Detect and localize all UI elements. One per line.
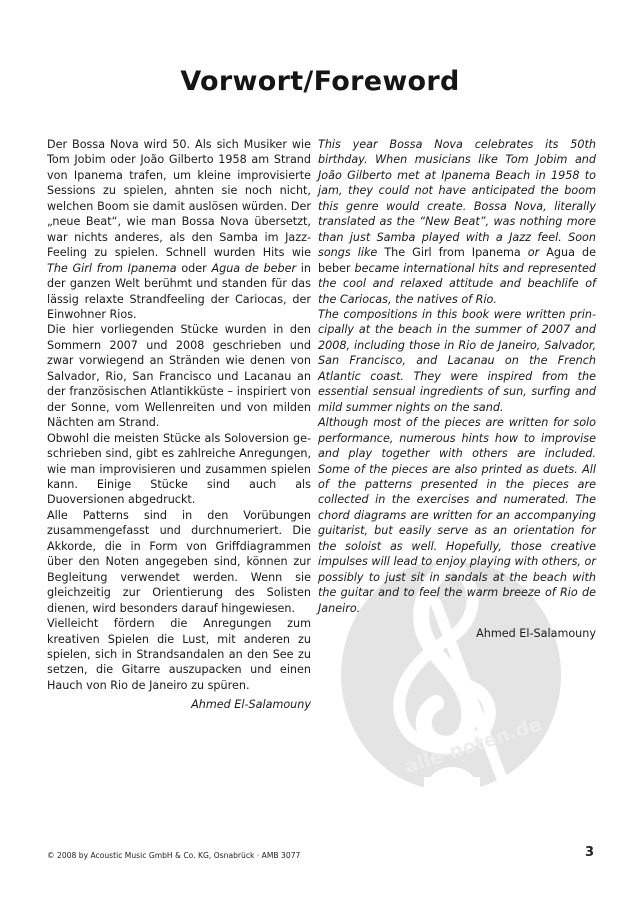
copyright-footer: © 2008 by Acoustic Music GmbH & Co. KG, Osnabrück · AMB 3077 <box>47 851 301 860</box>
watermark-text: alle-noten.de <box>402 713 545 779</box>
song-title: The Girl from Ipanema <box>47 261 177 275</box>
song-title: The Girl from Ipanema <box>384 246 521 260</box>
german-column <box>47 137 311 713</box>
english-column <box>318 137 596 642</box>
german-paragraph-3: Obwohl die meisten Stücke als Soloversion geschrieben sind, gibt es zahlreiche Anregungen, wie man improvisieren und zusammen spielen kann. Einige Stücke sind auch als Duoversionen abgedruckt. <box>47 431 311 507</box>
german-paragraph-2: Die hier vorliegenden Stücke wurden in den Sommern 2007 und 2008 geschrieben und zwar vorwiegend an Stränden wie denen von Salvador, Rio, San Francisco und Lacanau an der französischen Atlantikküste – inspiriert von der Sonne, vom Wellenreiten und von milden Nächten am Strand. <box>47 323 311 430</box>
english-paragraph-3: Although most of the pieces are written for solo performance, numerous hints how to improvise and play together with others are included. Some of the pieces are also printed as duets. All of the patterns presented in the pieces are collected in the exercises and numerated. The chord diagrams are written for an accompanying guitarist, but easily serve as an orientation for the soloist as well. Hopefully, those creative impulses will lead to enjoy playing with others, or possibly to just sit in sandals at the beach with the guitar and to feel the warm breeze of Rio de Janeiro. <box>318 416 596 615</box>
german-paragraph-1: Der Bossa Nova wird 50. Als sich Musiker wie Tom Jobim oder João Gilberto 1958 am Strand von Ipanema trafen, um kleine improvisierte Sessions zu spielen, ahnten sie noch nicht, welchen Boom sie damit auslösen würden. Der „neue Beat“, wie man Bossa Nova übersetzt, war nichts anderes, als den Samba im Jazz-Feeling zu spielen. Schnell wurden Hits wie The Girl from Ipanema oder Agua de beber in der ganzen Welt berühmt und standen für das lässig relaxte Strandfeeling der Cariocas, der Einwohner Rios. <box>47 138 311 321</box>
song-title: Agua de beber <box>211 261 297 275</box>
song-title: Agua de beber <box>318 246 596 275</box>
english-signature: Ahmed El-Salamouny <box>476 627 596 641</box>
page-number: 3 <box>585 845 595 860</box>
english-paragraph-2: The compositions in this book were written principally at the beach in the summer of 2007 and 2008, including those in Rio de Janeiro, Salvador, San Francisco, and Lacanau on the French Atlantic coast. They were inspired from the essential sensual ingredients of sun, surfing and mild summer nights on the sand. <box>318 307 596 414</box>
english-paragraph-1: This year Bossa Nova celebrates its 50th birthday. When musicians like Tom Jobim and João Gilberto met at Ipanema Beach in 1958 to jam, they could not have anticipated the boom this genre would create. Bossa Nova, literally translated as the “New Beat”, was nothing more than just Samba played with a Jazz feel. Soon songs like The Girl from Ipanema or Agua de beber became international hits and represented the cool and relaxed attitude and beachlife of the Cariocas, the natives of Rio. <box>318 138 596 306</box>
german-paragraph-5: Vielleicht fördern die Anregungen zum kreativen Spielen die Lust, mit anderen zu spielen, sich in Strandsandalen an den See zu setzen, die Gitarre auszupacken und einen Hauch von Rio de Janeiro zu spüren. <box>47 617 311 692</box>
page-title: Vorwort/Foreword <box>180 66 460 98</box>
german-signature: Ahmed El-Salamouny <box>191 698 311 712</box>
german-paragraph-4: Alle Patterns sind in den Vorübungen zusammengefasst und durchnumeriert. Die Akkorde, die in Form von Griffdiagrammen über den Noten angegeben sind, können zur Begleitung verwendet werden. Wenn sie gleichzeitig zur Orientierung des Solisten dienen, wird besonders darauf hingewiesen. <box>47 508 311 615</box>
